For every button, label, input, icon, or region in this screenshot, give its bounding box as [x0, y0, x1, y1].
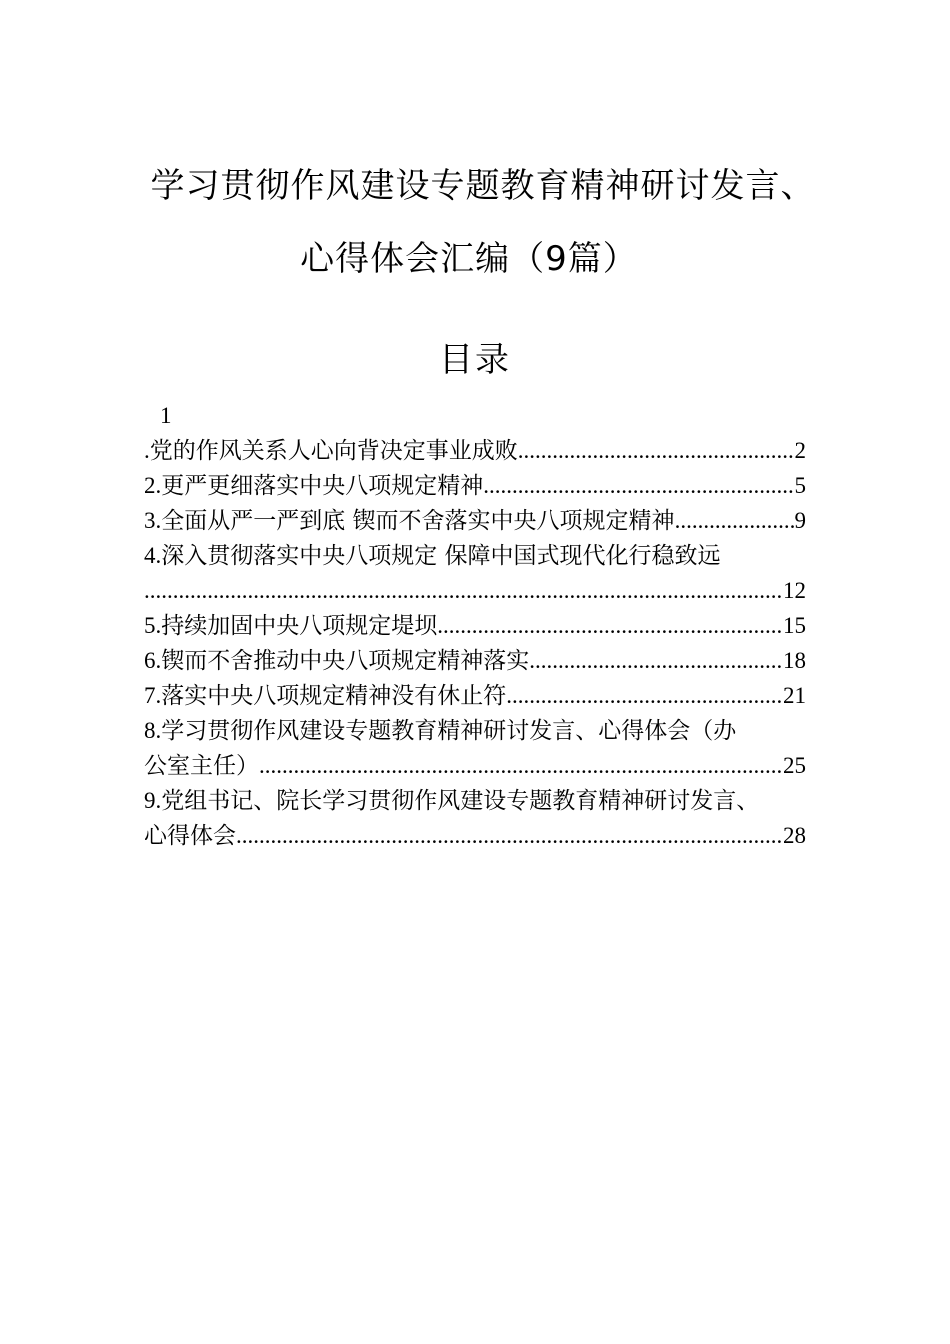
- toc-entry-2-leader: [483, 468, 794, 503]
- toc-entry-1-leader: [518, 433, 795, 468]
- toc-entry-9-page: 28: [783, 823, 806, 848]
- toc-entry-9-leader: [236, 818, 783, 853]
- toc-entry-3-page: 9: [794, 508, 806, 533]
- toc-entry-5-page: 15: [783, 613, 806, 638]
- toc-entry-9[interactable]: [144, 818, 806, 853]
- toc-entry-7-page: 21: [783, 683, 806, 708]
- toc-entry-3-leader: [675, 503, 795, 538]
- table-of-contents: [144, 398, 806, 853]
- toc-entry-1-title: .党的作风关系人心向背决定事业成败: [144, 438, 518, 464]
- toc-entry-8[interactable]: [144, 748, 806, 783]
- document-title-line-1: 学习贯彻作风建设专题教育精神研讨发言、: [150, 166, 816, 206]
- toc-entry-7[interactable]: [144, 678, 806, 713]
- toc-entry-3[interactable]: [144, 503, 806, 538]
- toc-entry-6-title: 6.锲而不舍推动中央八项规定精神落实: [144, 648, 530, 674]
- toc-entry-1-number: 1: [160, 403, 172, 428]
- toc-entry-8-page: 25: [783, 753, 806, 778]
- toc-entry-4[interactable]: [144, 573, 806, 608]
- toc-entry-6[interactable]: [144, 643, 806, 678]
- document-title-line-2: 心得体会汇编（9篇）: [300, 239, 638, 279]
- toc-entry-8-title[interactable]: 8.学习贯彻作风建设专题教育精神研讨发言、心得体会（办: [144, 718, 737, 744]
- toc-entry-7-title: 7.落实中央八项规定精神没有休止符: [144, 683, 507, 709]
- toc-entry-2-page: 5: [794, 473, 806, 498]
- toc-entry-5[interactable]: [144, 608, 806, 643]
- toc-entry-9-title-cont: 心得体会: [144, 823, 236, 849]
- toc-entry-1[interactable]: [144, 433, 806, 468]
- toc-entry-5-title: 5.持续加固中央八项规定堤坝: [144, 613, 438, 639]
- toc-heading: 目录: [439, 340, 511, 380]
- toc-entry-2[interactable]: [144, 468, 806, 503]
- toc-entry-1-page: 2: [794, 438, 806, 463]
- toc-entry-4-title[interactable]: 4.深入贯彻落实中央八项规定 保障中国式现代化行稳致远: [144, 543, 721, 569]
- toc-entry-5-leader: [437, 608, 783, 643]
- toc-entry-8-leader: [259, 748, 783, 783]
- toc-entry-8-title-cont: 公室主任）: [144, 753, 259, 779]
- toc-entry-6-page: 18: [783, 648, 806, 673]
- toc-entry-4-leader: [144, 573, 783, 608]
- toc-entry-2-title: 2.更严更细落实中央八项规定精神: [144, 473, 484, 499]
- toc-entry-7-leader: [506, 678, 783, 713]
- toc-entry-6-leader: [529, 643, 783, 678]
- toc-entry-9-title[interactable]: 9.党组书记、院长学习贯彻作风建设专题教育精神研讨发言、: [144, 788, 760, 814]
- toc-entry-3-title: 3.全面从严一严到底 锲而不舍落实中央八项规定精神: [144, 508, 675, 534]
- toc-entry-4-page: 12: [783, 578, 806, 603]
